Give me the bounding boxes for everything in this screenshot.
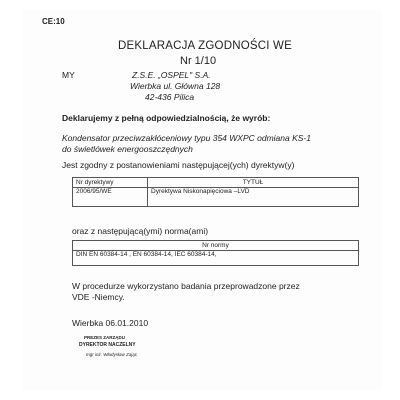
standards-table [72,240,359,266]
table-row [73,251,359,266]
signature-name: mgr inż. Władysław Zając [86,352,138,357]
directive-number-header: Nr dyrektywy [73,178,148,188]
company-street: Wierbka ul. Główna 128 [130,81,221,91]
document-title: DEKLARACJA ZGODNOŚCI WE [118,40,292,52]
my-label: MY [62,70,75,80]
procedure-line1: W procedurze wykorzystano badania przeprowadzone przez [72,281,300,291]
procedure-line2: VDE -Niemcy. [72,292,125,302]
table-row [73,188,359,207]
signature-title: PREZES ZARZĄDU [84,335,126,340]
product-description-line2: do świetlówek energooszczędnych [62,144,193,154]
conformity-statement: Jest zgodny z postanowieniami następującej(ych) dyrektyw(y) [62,160,295,170]
company-name: Z.S.E. „OSPEL" S.A. [132,70,211,80]
standard-numbers-cell: DIN EN 60384-14 , EN 60384-14, IEC 60384-14, [73,251,359,266]
directive-number-cell: 2006/95/WE [73,188,148,207]
document-number: Nr 1/10 [180,55,217,67]
directive-title-header: TYTUŁ [148,178,359,188]
product-description-line1: Kondensator przeciwzakłóceniowy typu 354 WXPC odmiana KS-1 [62,133,311,143]
date-place: Wierbka 06.01.2010 [72,318,149,328]
table-row [73,178,359,188]
directive-title-cell: Dyrektywa Niskonapięciowa –LVD [148,188,359,207]
company-city: 42-436 Pilica [145,92,195,102]
ce-label: CE:10 [42,17,65,26]
signature-role: DYREKTOR NACZELNY [79,342,136,348]
standards-intro: oraz z następującą(ymi) norma(ami) [72,226,209,236]
standard-number-header: Nr normy [73,241,359,251]
directive-table [72,177,359,207]
table-row [73,241,359,251]
declaration-statement: Deklarujemy z pełną odpowiedzialnością, że wyrób: [62,113,271,123]
